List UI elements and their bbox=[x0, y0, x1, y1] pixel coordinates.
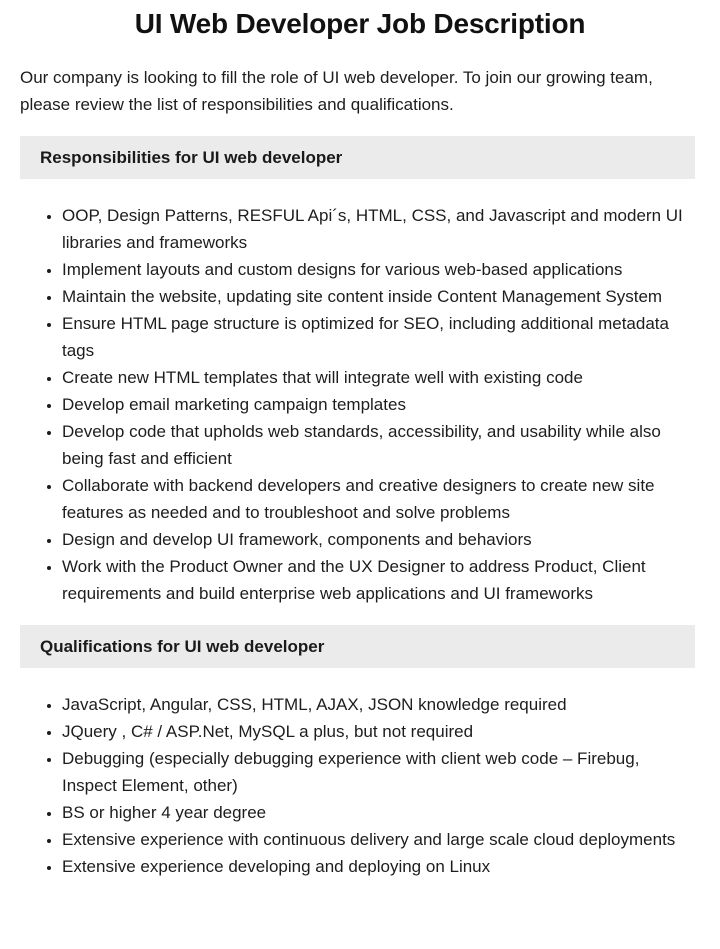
list-item: • Extensive experience developing and deploying on Linux bbox=[62, 853, 695, 880]
section-qualifications bbox=[0, 625, 720, 880]
page-title: UI Web Developer Job Description bbox=[134, 8, 586, 39]
list-item: • Develop code that upholds web standards, accessibility, and usability while also being fast and efficient bbox=[62, 418, 695, 472]
list-item: • Design and develop UI framework, components and behaviors bbox=[62, 526, 695, 553]
list-item: • Maintain the website, updating site content inside Content Management System bbox=[62, 283, 695, 310]
list-item: • Collaborate with backend developers and creative designers to create new site features as needed and to troubleshoot and solve problems bbox=[62, 472, 695, 526]
intro-paragraph: Our company is looking to fill the role of UI web developer. To join our growing team, please review the list of responsibilities and qualifications. bbox=[20, 68, 653, 114]
qualifications-list bbox=[0, 691, 695, 880]
list-item: • JQuery , C# / ASP.Net, MySQL a plus, but not required bbox=[62, 718, 695, 745]
section-heading-qualifications: Qualifications for UI web developer bbox=[20, 625, 695, 668]
list-item: • Implement layouts and custom designs for various web-based applications bbox=[62, 256, 695, 283]
section-responsibilities bbox=[0, 136, 720, 607]
list-item: • Create new HTML templates that will integrate well with existing code bbox=[62, 364, 695, 391]
list-item: • OOP, Design Patterns, RESFUL Api´s, HTML, CSS, and Javascript and modern UI libraries and frameworks bbox=[62, 202, 695, 256]
list-item: • Ensure HTML page structure is optimized for SEO, including additional metadata tags bbox=[62, 310, 695, 364]
list-item: • Extensive experience with continuous delivery and large scale cloud deployments bbox=[62, 826, 695, 853]
responsibilities-list bbox=[0, 202, 695, 607]
section-heading-responsibilities: Responsibilities for UI web developer bbox=[20, 136, 695, 179]
list-item: • Develop email marketing campaign templates bbox=[62, 391, 695, 418]
list-item: • JavaScript, Angular, CSS, HTML, AJAX, JSON knowledge required bbox=[62, 691, 695, 718]
list-item: • Debugging (especially debugging experience with client web code – Firebug, Inspect Element, other) bbox=[62, 745, 695, 799]
list-item: • BS or higher 4 year degree bbox=[62, 799, 695, 826]
list-item: • Work with the Product Owner and the UX Designer to address Product, Client requirements and build enterprise web applications and UI frameworks bbox=[62, 553, 695, 607]
